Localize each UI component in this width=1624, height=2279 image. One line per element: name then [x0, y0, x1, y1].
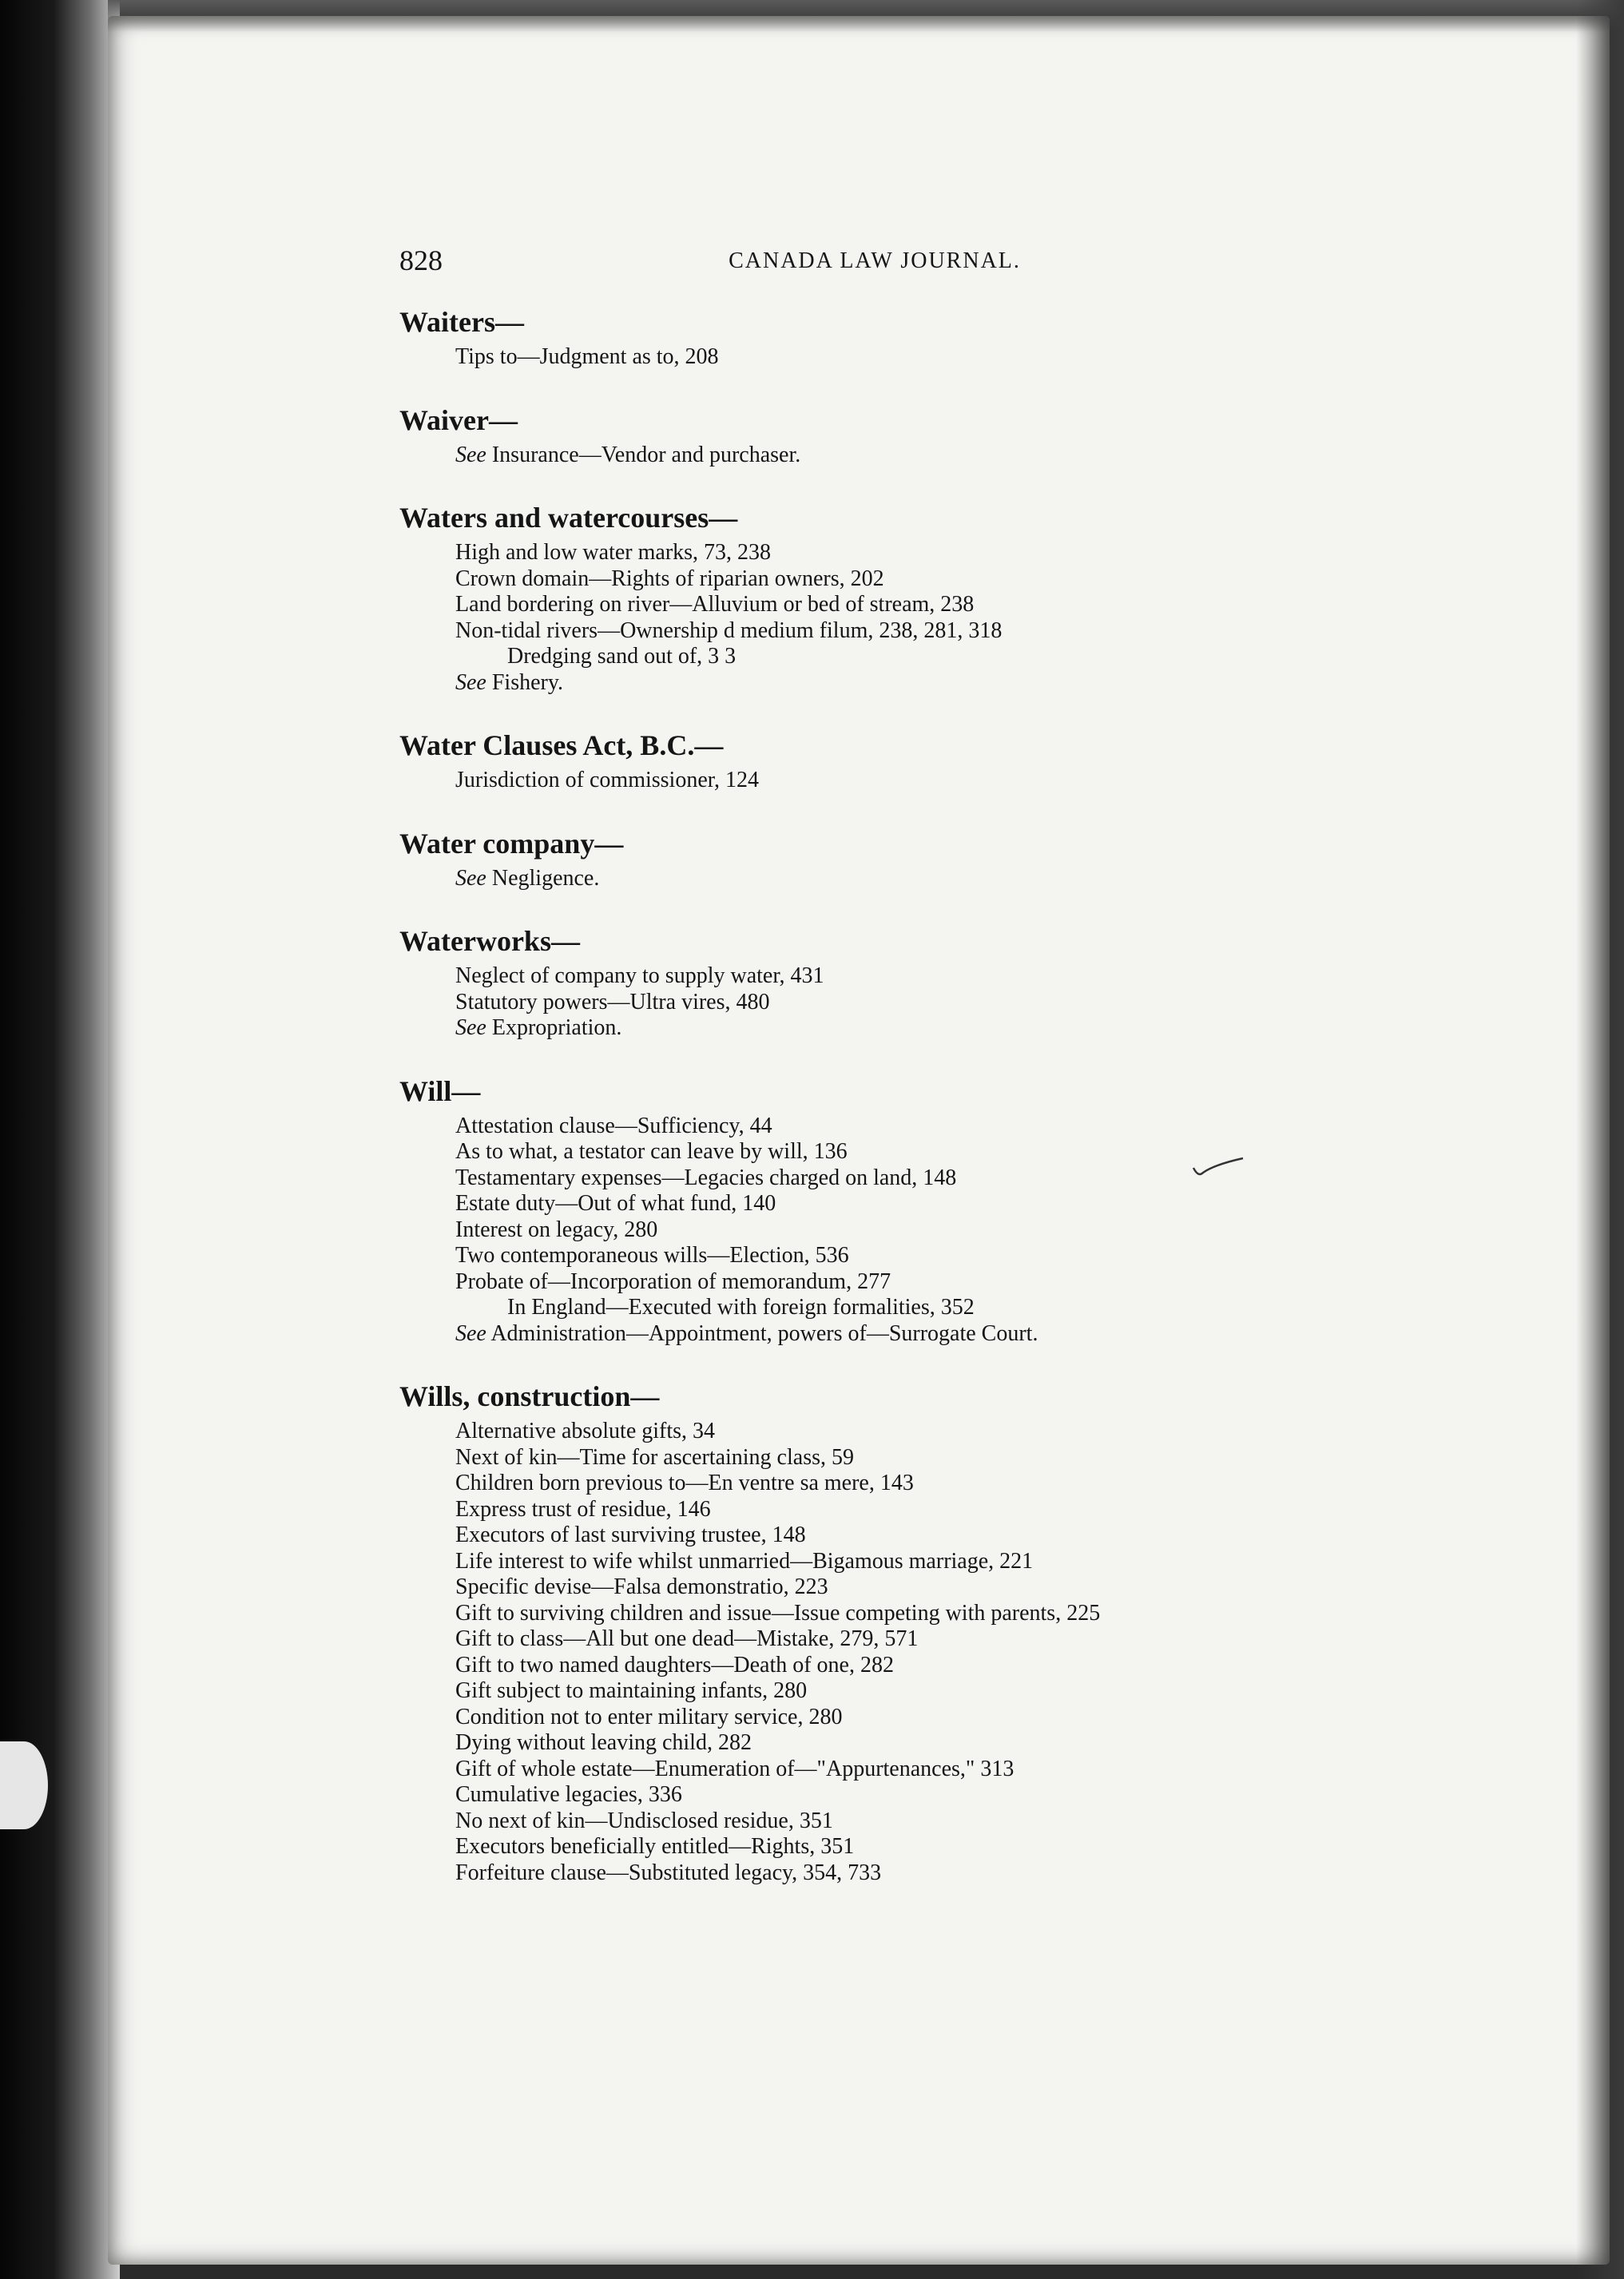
- index-heading: Waiters—: [399, 306, 524, 338]
- index-entry: [399, 540, 1422, 566]
- index-heading: Wills, construction—: [399, 1380, 660, 1412]
- entry-text: Children born previous to—En ventre sa mere, 143: [455, 1471, 914, 1495]
- entry-text: As to what, a testator can leave by will, 136: [455, 1139, 848, 1164]
- index-entry: [399, 1678, 1422, 1705]
- index-entry: [399, 670, 1422, 697]
- index-entry: [399, 1471, 1422, 1497]
- index-entry: [399, 768, 1422, 794]
- entry-text: Gift to class—All but one dead—Mistake, 279, 571: [455, 1626, 919, 1651]
- index-section: [399, 500, 1422, 696]
- index-heading: Water Clauses Act, B.C.—: [399, 729, 724, 761]
- index-section: [399, 1379, 1422, 1886]
- entry-text: Fishery.: [486, 669, 564, 695]
- entry-text: Tips to—Judgment as to, 208: [455, 344, 719, 369]
- index-entry: [399, 1626, 1422, 1653]
- index-entry: [399, 1217, 1422, 1244]
- entry-text: High and low water marks, 73, 238: [455, 540, 772, 565]
- index-section: [399, 923, 1422, 1042]
- index-sections: [399, 304, 1422, 1886]
- index-entry: [399, 1015, 1422, 1042]
- index-entry: [399, 1834, 1422, 1860]
- index-section: [399, 1074, 1422, 1348]
- running-head: [399, 244, 1422, 279]
- index-entry: [399, 1730, 1422, 1757]
- entry-text: In England—Executed with foreign formalities, 352: [507, 1295, 975, 1320]
- entry-text: Insurance—Vendor and purchaser.: [486, 442, 801, 467]
- entry-text: Non-tidal rivers—Ownership d medium filum, 238, 281, 318: [455, 617, 1003, 643]
- binding-hole: [0, 1741, 48, 1829]
- entry-text: Negligence.: [486, 865, 600, 891]
- index-entry: [399, 1114, 1422, 1140]
- index-entry: [399, 1549, 1422, 1575]
- index-heading: Will—: [399, 1074, 481, 1107]
- index-entry: [399, 1757, 1422, 1783]
- entry-text: Gift of whole estate—Enumeration of—"Appurtenances," 313: [455, 1756, 1015, 1781]
- entry-text: Forfeiture clause—Substituted legacy, 354, 733: [455, 1860, 882, 1885]
- handwritten-tick-mark: [1190, 1157, 1246, 1181]
- entry-text: No next of kin—Undisclosed residue, 351: [455, 1808, 833, 1833]
- index-entry: [399, 1705, 1422, 1731]
- entry-text: Gift to two named daughters—Death of one, 282: [455, 1652, 894, 1677]
- entry-text: Neglect of company to supply water, 431: [455, 963, 824, 988]
- index-entry: [399, 592, 1422, 618]
- entry-text: Crown domain—Rights of riparian owners, 202: [455, 566, 884, 591]
- index-entry: [399, 1295, 1422, 1321]
- index-entry: [399, 1782, 1422, 1809]
- entry-text: Two contemporaneous wills—Election, 536: [455, 1243, 849, 1268]
- entry-text: Specific devise—Falsa demonstratio, 223: [455, 1574, 828, 1599]
- entry-text: Interest on legacy, 280: [455, 1217, 658, 1242]
- index-entry: [399, 443, 1422, 469]
- see-reference-label: See: [455, 669, 486, 695]
- index-entry: [399, 1269, 1422, 1296]
- entry-text: Gift subject to maintaining infants, 280: [455, 1678, 808, 1703]
- index-entry: [399, 1809, 1422, 1835]
- index-entry: [399, 1165, 1422, 1192]
- entry-text: Jurisdiction of commissioner, 124: [455, 768, 759, 792]
- index-entry: [399, 1860, 1422, 1887]
- index-entry: [399, 566, 1422, 593]
- index-entry: [399, 1653, 1422, 1679]
- entry-text: Executors beneficially entitled—Rights, 351: [455, 1834, 855, 1859]
- index-entry: [399, 1523, 1422, 1549]
- see-reference-label: See: [455, 442, 486, 467]
- entry-text: Expropriation.: [486, 1015, 622, 1040]
- entry-text: Probate of—Incorporation of memorandum, 277: [455, 1269, 891, 1294]
- index-entry: [399, 1445, 1422, 1471]
- index-entry: [399, 1419, 1422, 1445]
- index-entry: [399, 344, 1422, 371]
- entry-text: Land bordering on river—Alluvium or bed of stream, 238: [455, 592, 975, 617]
- scan-left-edge: [0, 0, 120, 2279]
- index-heading: Water company—: [399, 827, 624, 860]
- entry-text: Dying without leaving child, 282: [455, 1730, 752, 1755]
- scan-top-shadow: [108, 0, 1624, 32]
- entry-text: Condition not to enter military service, 280: [455, 1704, 843, 1729]
- index-heading: Waiver—: [399, 403, 518, 436]
- entry-text: Cumulative legacies, 336: [455, 1782, 682, 1807]
- entry-text: Gift to surviving children and issue—Issue competing with parents, 225: [455, 1600, 1101, 1626]
- index-heading: Waterworks—: [399, 925, 580, 957]
- entry-text: Alternative absolute gifts, 34: [455, 1419, 716, 1443]
- index-heading: Waters and watercourses—: [399, 502, 738, 534]
- page-number: 828: [399, 244, 443, 276]
- index-entry: [399, 963, 1422, 990]
- index-section: [399, 403, 1422, 469]
- index-entry: [399, 1321, 1422, 1348]
- index-entry: [399, 1243, 1422, 1269]
- see-reference-label: See: [455, 1320, 486, 1346]
- journal-title: CANADA LAW JOURNAL.: [729, 248, 1021, 273]
- index-entry: [399, 1497, 1422, 1523]
- see-reference-label: See: [455, 1015, 486, 1040]
- scan-right-shadow: [1576, 0, 1624, 2279]
- entry-text: Executors of last surviving trustee, 148: [455, 1523, 806, 1547]
- index-entry: [399, 1574, 1422, 1601]
- index-entry: [399, 1139, 1422, 1165]
- entry-text: Dredging sand out of, 3 3: [507, 644, 737, 669]
- entry-text: Express trust of residue, 146: [455, 1496, 711, 1522]
- entry-text: Testamentary expenses—Legacies charged on land, 148: [455, 1165, 957, 1190]
- index-entry: [399, 866, 1422, 892]
- entry-text: Attestation clause—Sufficiency, 44: [455, 1113, 772, 1138]
- index-section: [399, 826, 1422, 892]
- entry-text: Estate duty—Out of what fund, 140: [455, 1191, 776, 1216]
- index-section: [399, 304, 1422, 371]
- index-entry: [399, 1601, 1422, 1627]
- index-entry: [399, 1191, 1422, 1217]
- index-entry: [399, 990, 1422, 1016]
- index-content: [399, 244, 1422, 1918]
- see-reference-label: See: [455, 865, 486, 891]
- index-entry: [399, 644, 1422, 670]
- entry-text: Administration—Appointment, powers of—Surrogate Court.: [486, 1320, 1038, 1346]
- index-entry: [399, 618, 1422, 645]
- entry-text: Statutory powers—Ultra vires, 480: [455, 989, 770, 1014]
- entry-text: Life interest to wife whilst unmarried—Bigamous marriage, 221: [455, 1548, 1034, 1574]
- index-section: [399, 728, 1422, 794]
- entry-text: Next of kin—Time for ascertaining class, 59: [455, 1444, 854, 1470]
